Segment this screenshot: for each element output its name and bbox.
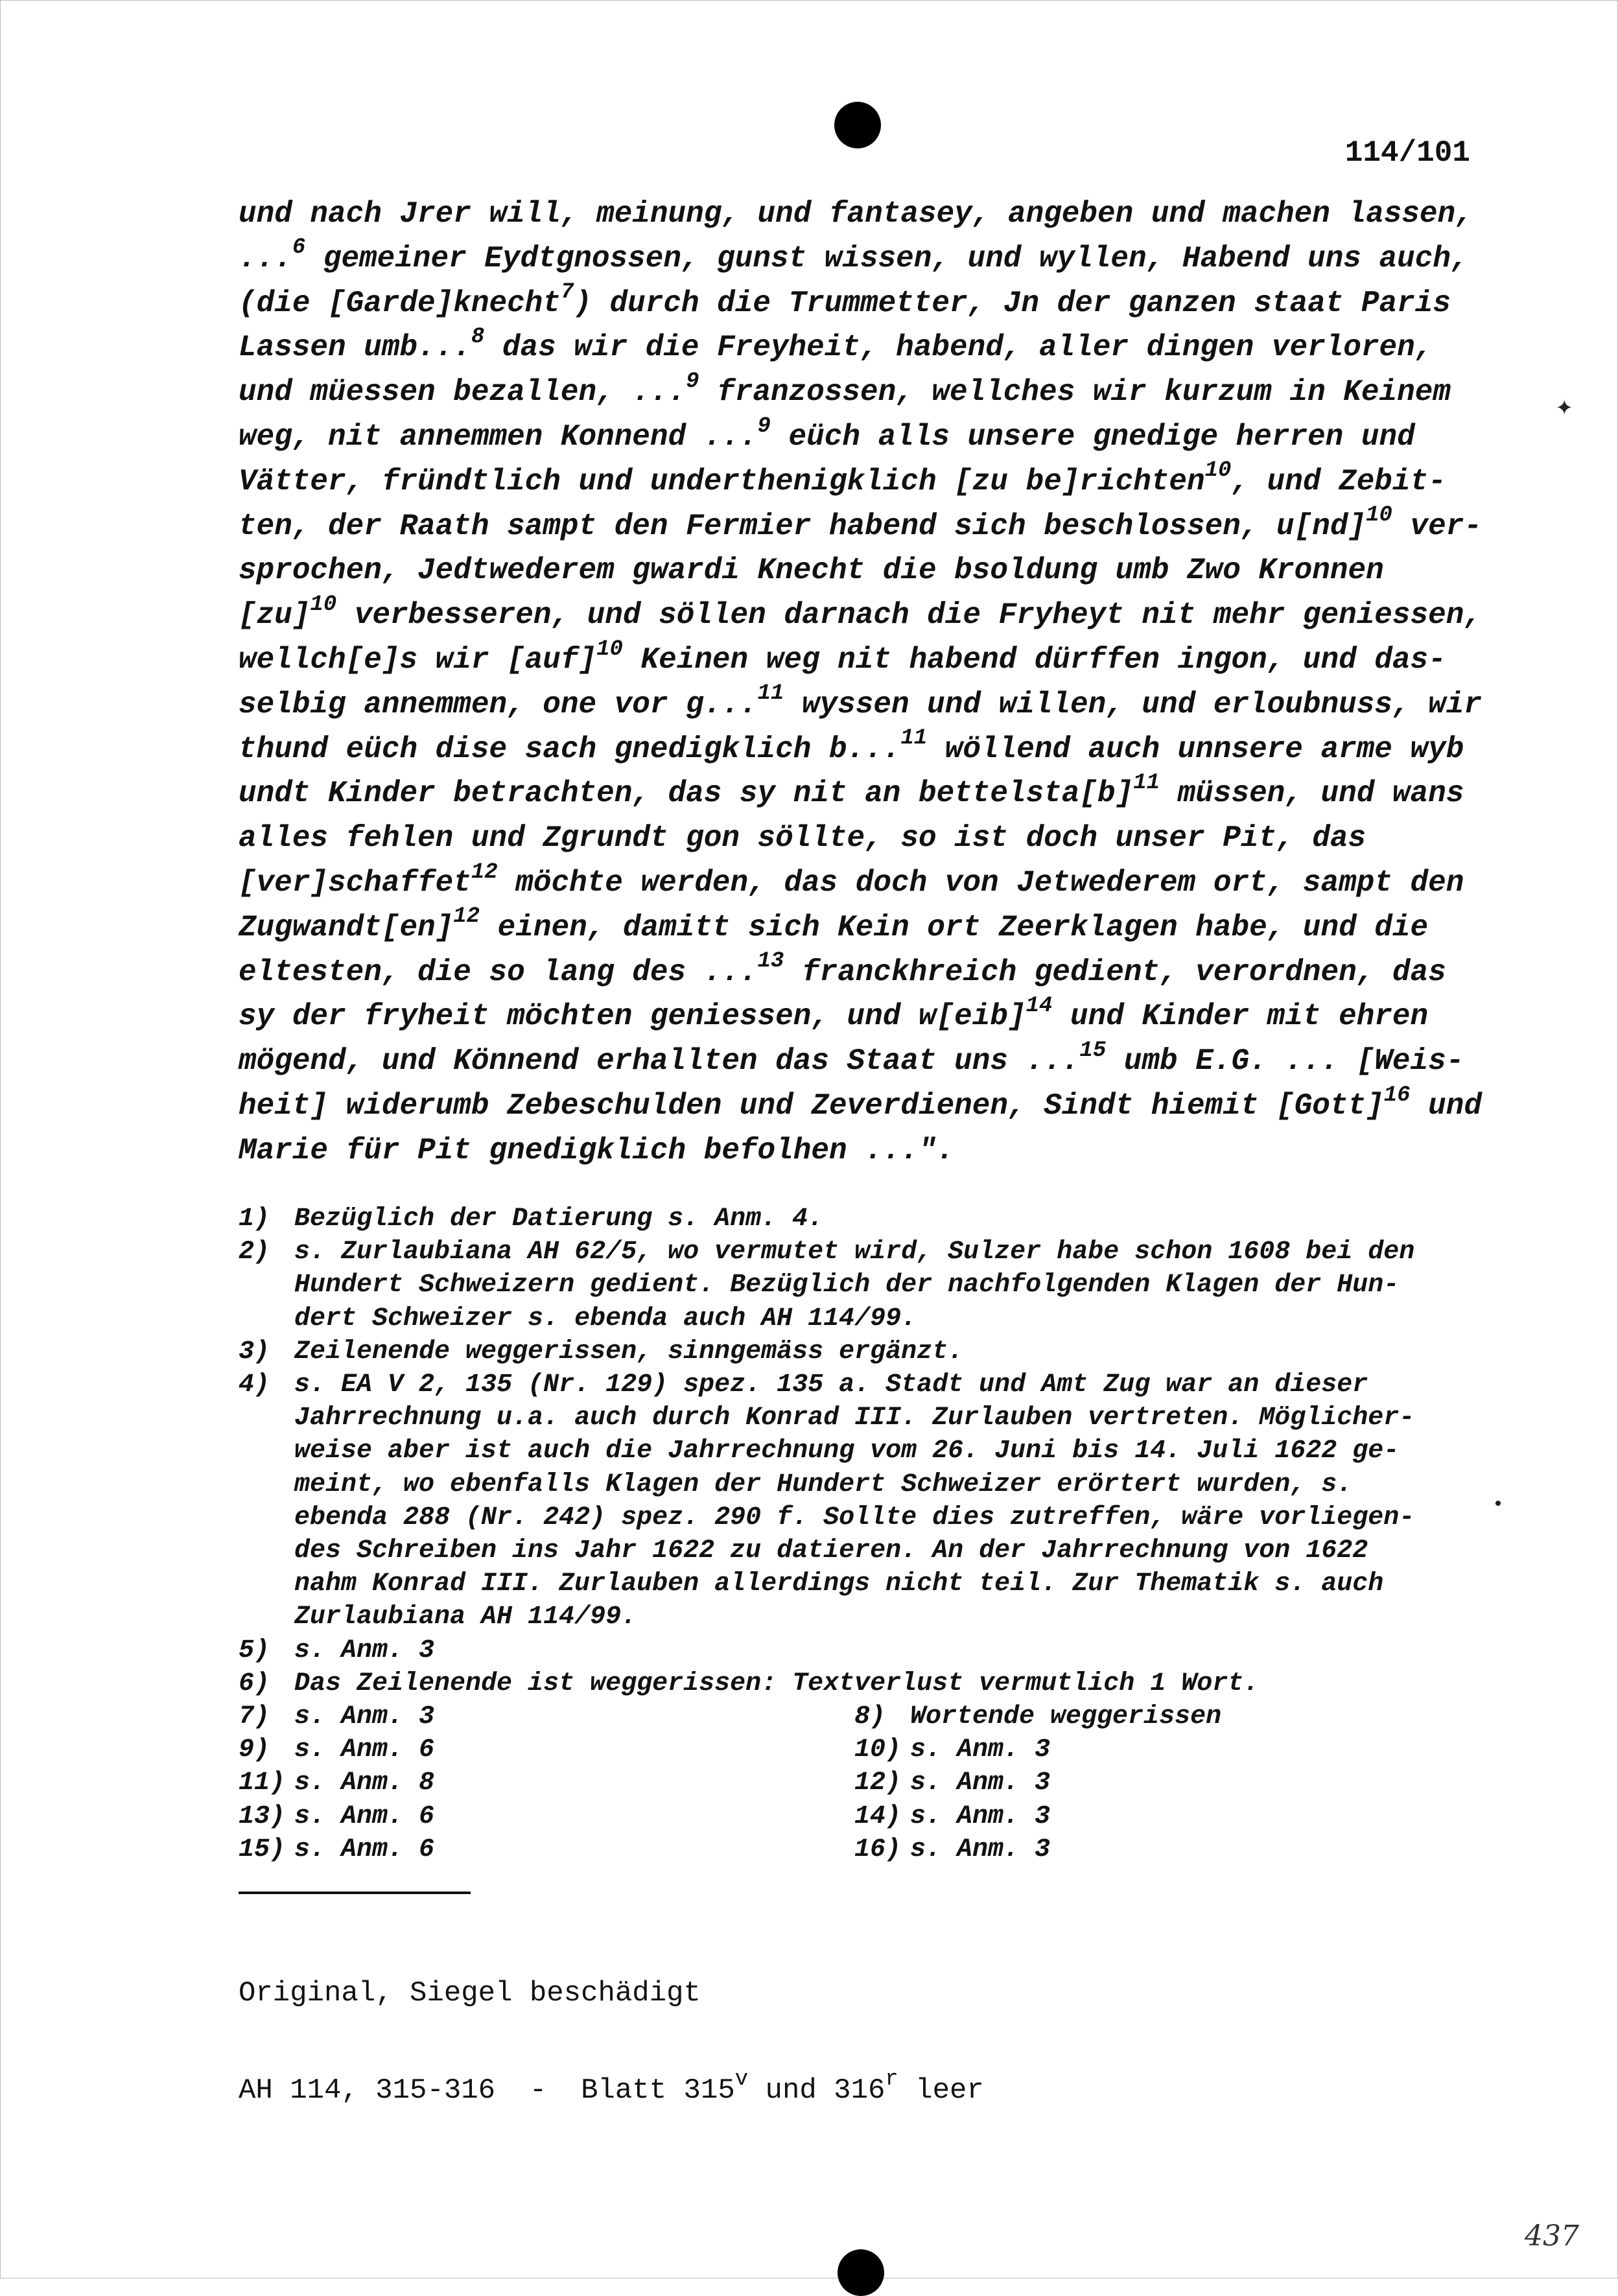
footnote-marker: 6 (292, 235, 306, 261)
footnote-text: s. Anm. 6 (294, 1735, 435, 1765)
footnote (854, 1833, 1470, 1866)
footnote-number: 8) (854, 1702, 886, 1732)
body-text-segment: und Kinder mit ehren (1052, 1000, 1429, 1034)
footnote-text: Wortende weggerissen (910, 1702, 1222, 1732)
footnote-line: Zurlaubiana AH 114/99. (294, 1602, 637, 1632)
body-text-segment: ver- (1392, 509, 1482, 543)
footnote-text: s. Anm. 6 (294, 1801, 435, 1831)
footnote-line: nahm Konrad III. Zurlauben allerdings nicht teil. Zur Thematik s. auch (294, 1569, 1384, 1599)
footnote (239, 1368, 1470, 1634)
body-text-segment: und nach Jrer will, meinung, und fantasey, angeben und machen lassen, (239, 197, 1473, 231)
footnote-line: Zeilenende weggerissen, sinngemäss ergänzt. (294, 1337, 964, 1366)
source-separator-line (239, 1892, 471, 1894)
footnote (854, 1733, 1470, 1766)
footnote-marker: 12 (453, 904, 480, 930)
body-line (239, 1083, 1482, 1129)
body-line (239, 548, 1470, 593)
footnote-number: 9) (239, 1735, 270, 1765)
footnote-text (294, 1202, 1470, 1236)
footnote (239, 1800, 854, 1833)
transcription-body (239, 192, 1482, 1173)
footnote (239, 1700, 854, 1733)
body-text-segment: möchte werden, das doch von Jetwederem ort, sampt den (497, 865, 1464, 900)
footnote-pair-row (239, 1733, 1470, 1766)
footnote-marker: 8 (471, 325, 485, 350)
body-text-segment: eüch alls unsere gnedige herren und (770, 419, 1415, 454)
body-text-segment: Keinen weg nit habend dürffen ingon, und das- (622, 642, 1446, 677)
body-line (239, 281, 1470, 326)
body-text-segment: [ver]schaffet (239, 865, 471, 900)
footnote-marker: 14 (1026, 994, 1053, 1019)
footnotes (239, 1202, 1470, 1866)
body-text-segment: mögend, und Könnend erhallten das Staat uns ... (239, 1044, 1080, 1079)
footnote-marker: 7 (560, 280, 574, 305)
footnote-pair-row (239, 1833, 1470, 1866)
footnotes-two-column (239, 1700, 1470, 1866)
punch-hole-bottom (838, 2249, 884, 2296)
body-line (239, 237, 1470, 281)
footnote-number: 6) (239, 1669, 270, 1698)
footnote (854, 1766, 1470, 1799)
footnote-pair-row (239, 1766, 1470, 1799)
footnote-text: s. Anm. 8 (294, 1768, 435, 1798)
body-text-segment: , und Zebit- (1231, 464, 1446, 498)
body-text-segment: wöllend auch unnsere arme wyb (927, 732, 1464, 766)
footnote-marker: 10 (310, 592, 337, 617)
body-line (239, 325, 1470, 370)
body-line (239, 681, 1482, 727)
footnote-marker: 12 (471, 860, 498, 885)
footnote (239, 1733, 854, 1766)
body-text-segment: gemeiner Eydtgnossen, gunst wissen, und wyllen, Habend uns auch, (305, 241, 1469, 275)
footnote-number: 1) (239, 1204, 270, 1234)
footnote-marker: 10 (1204, 458, 1232, 484)
footnote-marker: 10 (596, 637, 623, 662)
body-line (239, 503, 1482, 549)
body-line (239, 1129, 1470, 1173)
body-text-segment: franckhreich gedient, verordnen, das (784, 955, 1446, 989)
page-number: 114/101 (1344, 136, 1470, 170)
margin-mark: ✦ (1556, 392, 1573, 424)
body-text-segment: Zugwandt[en] (239, 910, 454, 944)
body-text-segment: verbesseren, und söllen darnach die Fryheyt nit mehr geniessen, (336, 598, 1482, 633)
body-text-segment: und (1410, 1088, 1482, 1123)
body-text-segment: alles fehlen und Zgrundt gon söllte, so ist doch unser Pit, das (239, 821, 1366, 856)
footnote (239, 1833, 854, 1866)
footnote-number: 15) (239, 1834, 286, 1864)
footnote-number: 12) (854, 1768, 902, 1798)
footnote-number: 11) (239, 1768, 286, 1798)
body-line (239, 771, 1470, 816)
footnote-line: Jahrrechnung u.a. auch durch Konrad III. Zurlauben vertreten. Möglicher- (294, 1403, 1415, 1433)
footnote-marker: 10 (1366, 503, 1392, 528)
footnote-line: Bezüglich der Datierung s. Anm. 4. (294, 1204, 824, 1234)
body-line (239, 816, 1470, 861)
body-text-segment: wellch[e]s wir [auf] (239, 642, 597, 677)
body-text-segment: (die [Garde]knecht (239, 286, 561, 320)
footnote-text: s. Anm. 3 (910, 1735, 1051, 1765)
footnote-text (294, 1236, 1470, 1335)
body-line (239, 638, 1470, 683)
footnote-line: Das Zeilenende ist weggerissen: Textverlust vermutlich 1 Wort. (294, 1669, 1260, 1698)
footnote-line: s. Zurlaubiana AH 62/5, wo vermutet wird, Sulzer habe schon 1608 bei den (294, 1237, 1415, 1267)
footnote-text (294, 1667, 1470, 1700)
footnote-marker: 13 (757, 949, 784, 974)
margin-dot: • (1492, 1494, 1505, 1516)
body-text-segment: selbig annemmen, one vor g... (239, 687, 758, 721)
body-text-segment: undt Kinder betrachten, das sy nit an bettelsta[b] (239, 777, 1134, 811)
body-text-segment: das wir die Freyheit, habend, aller dingen verloren, (484, 331, 1433, 365)
footnote-line: dert Schweizer s. ebenda auch AH 114/99. (294, 1304, 917, 1333)
footnote-line: des Schreiben ins Jahr 1622 zu datieren. An der Jahrrechnung von 1622 (294, 1536, 1368, 1566)
body-text-segment: und müessen bezallen, ... (239, 375, 686, 410)
body-text-segment: heit] widerumb Zebeschulden und Zeverdienen, Sindt hiemit [Gott] (239, 1088, 1384, 1123)
footnote-number: 5) (239, 1635, 270, 1665)
footnote-text (294, 1634, 1470, 1667)
body-line (239, 592, 1482, 638)
footnote-number: 13) (239, 1801, 286, 1831)
body-line (239, 861, 1470, 906)
body-line (239, 727, 1470, 772)
footnote-marker: 11 (900, 726, 928, 751)
body-text-segment: Lassen umb... (239, 331, 471, 365)
footnote-marker: 16 (1383, 1083, 1411, 1108)
footnote (239, 1335, 1470, 1368)
footnote-line: meint, wo ebenfalls Klagen der Hundert Schweizer erörtert wurden, s. (294, 1470, 1353, 1499)
footnote-line: Hundert Schweizern gedient. Bezüglich der nachfolgenden Klagen der Hun- (294, 1271, 1400, 1300)
footnote (239, 1634, 1470, 1667)
footnote (239, 1202, 1470, 1236)
footnote-text: s. Anm. 3 (910, 1834, 1051, 1864)
footnote-pair-row (239, 1800, 1470, 1833)
body-text-segment: ) durch die Trummetter, Jn der ganzen staat Paris (574, 286, 1451, 320)
footnote-number: 14) (854, 1801, 902, 1831)
body-text-segment: sprochen, Jedtwederem gwardi Knecht die bsoldung umb Zwo Kronnen (239, 554, 1384, 588)
body-text-segment: franzossen, wellches wir kurzum in Keinem (699, 375, 1451, 410)
body-text-segment: müssen, und wans (1160, 777, 1464, 811)
body-text-segment: eltesten, die so lang des ... (239, 955, 758, 989)
footnote-line: ebenda 288 (Nr. 242) spez. 290 f. Sollte dies zutreffen, wäre vorliegen- (294, 1503, 1415, 1532)
footnote (854, 1800, 1470, 1833)
body-text-segment: thund eüch dise sach gnedigklich b... (239, 732, 901, 766)
footnote-text (294, 1335, 1470, 1368)
footnote-number: 10) (854, 1735, 902, 1765)
body-text-segment: umb E.G. ... [Weis- (1106, 1044, 1464, 1079)
footnote-text: s. Anm. 3 (910, 1801, 1051, 1831)
body-text-segment: wyssen und willen, und erloubnuss, wir (784, 687, 1482, 721)
footnote-line: s. Anm. 3 (294, 1635, 435, 1665)
footnote-text: s. Anm. 3 (294, 1702, 435, 1732)
footnote (239, 1766, 854, 1799)
body-text-segment: Marie für Pit gnedigklich befolhen ...". (239, 1133, 955, 1167)
body-line (239, 192, 1473, 237)
footnote-number: 16) (854, 1834, 902, 1864)
handwritten-folio-number: 437 (1525, 2220, 1579, 2253)
body-line (239, 1039, 1470, 1084)
footnote-marker: 11 (1133, 771, 1160, 796)
body-text-segment: ten, der Raath sampt den Fermier habend sich beschlossen, u[nd] (239, 509, 1366, 543)
body-text-segment: [zu] (239, 598, 311, 633)
body-line (239, 370, 1470, 415)
footnote-marker: 11 (757, 681, 784, 707)
footnote (239, 1667, 1470, 1700)
footnote-marker: 15 (1079, 1038, 1107, 1063)
body-line (239, 994, 1470, 1039)
footnote-number: 3) (239, 1337, 270, 1366)
body-line (239, 415, 1470, 460)
footnote (854, 1700, 1470, 1733)
footnote-marker: 9 (686, 369, 699, 394)
body-text-segment: ... (239, 241, 292, 275)
body-line (239, 460, 1470, 504)
footnote-text: s. Anm. 6 (294, 1834, 435, 1864)
footnote-number: 2) (239, 1237, 270, 1267)
footnote-number: 4) (239, 1370, 270, 1400)
footnote-line: s. EA V 2, 135 (Nr. 129) spez. 135 a. Stadt und Amt Zug war an dieser (294, 1370, 1368, 1400)
source-shelfmark-line: AH 114, 315-316 - Blatt 315$^v$ und 316$^r$ leer (239, 2067, 984, 2107)
footnote-text: s. Anm. 3 (910, 1768, 1051, 1798)
body-text-segment: Vätter, fründtlich und underthenigklich [zu be]richten (239, 464, 1205, 498)
footnote-number: 7) (239, 1702, 270, 1732)
footnote-marker: 9 (757, 414, 771, 439)
body-text-segment: weg, nit annemmen Konnend ... (239, 419, 758, 454)
body-line (239, 906, 1470, 950)
source-note (239, 1912, 984, 2139)
footnote-line: weise aber ist auch die Jahrrechnung vom 26. Juni bis 14. Juli 1622 ge- (294, 1436, 1400, 1466)
footnote (239, 1236, 1470, 1335)
body-text-segment: einen, damitt sich Kein ort Zeerklagen habe, und die (480, 910, 1429, 944)
body-line (239, 950, 1470, 995)
footnotes-single-column (239, 1202, 1470, 1700)
source-original-line: Original, Siegel beschädigt (239, 1977, 701, 2009)
footnote-pair-row (239, 1700, 1470, 1733)
body-text-segment: sy der fryheit möchten geniessen, und w[eib] (239, 1000, 1026, 1034)
punch-hole-top (834, 102, 881, 148)
footnote-text (294, 1368, 1470, 1634)
